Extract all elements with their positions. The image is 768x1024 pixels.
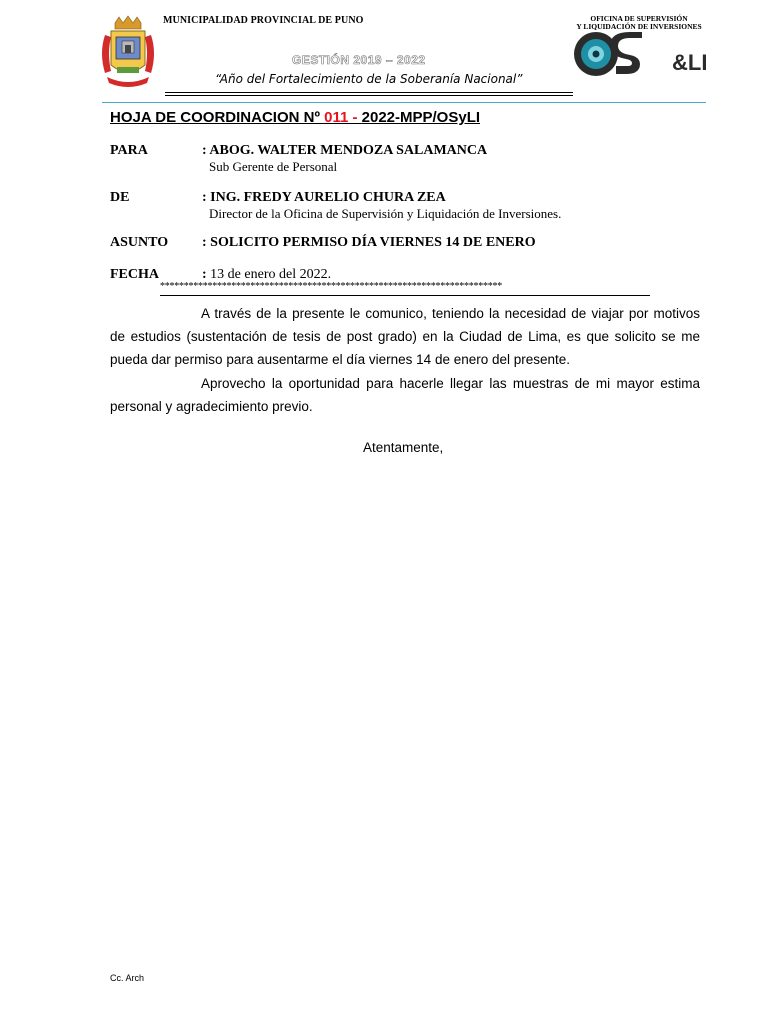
para-subtitle: Sub Gerente de Personal: [209, 159, 338, 174]
header-rule-top: [165, 92, 573, 93]
management-period: GESTIÓN 2019 – 2022: [292, 53, 426, 67]
fecha-label: FECHA: [110, 267, 159, 282]
title-suffix: 2022-MPP/OSyLI: [361, 109, 481, 126]
closing-salutation: Atentamente,: [363, 440, 444, 455]
de-label: DE: [110, 190, 130, 205]
title-prefix: HOJA DE COORDINACION Nº: [110, 109, 325, 126]
logo-suffix: &LI: [672, 50, 708, 75]
body-paragraph-2-text: Aprovecho la oportunidad para hacerle llegar las muestras de mi mayor estima personal y agradecimiento previo.: [110, 376, 700, 414]
body-paragraph-2: [110, 372, 700, 418]
body-paragraph-1-text: A través de la presente le comunico, teniendo la necesidad de viajar por motivos de estudios (sustentación de tesis de post grado) en la Ciudad de Lima, es que solicito se me pueda dar permiso para ausentarme el día viernes 14 de enero del presente.: [110, 306, 700, 367]
para-label: PARA: [110, 143, 148, 158]
separator-line: ************************************************************************: [160, 281, 650, 296]
office-name-line1: OFICINA DE SUPERVISIÓN: [590, 14, 688, 23]
title-number: 011 -: [324, 109, 362, 126]
municipal-crest-icon: [97, 13, 159, 93]
office-name-line2: Y LIQUIDACIÓN DE INVERSIONES: [576, 22, 702, 31]
fecha-date: 13 de enero del 2022.: [210, 267, 332, 282]
asunto-value: : SOLICITO PERMISO DÍA VIERNES 14 DE ENERO: [202, 235, 536, 250]
header-rule-bottom: [165, 95, 573, 96]
para-value: : ABOG. WALTER MENDOZA SALAMANCA: [202, 143, 488, 158]
year-motto: “Año del Fortalecimiento de la Soberanía Nacional”: [215, 72, 523, 86]
fecha-colon: :: [202, 267, 211, 282]
institution-name: MUNICIPALIDAD PROVINCIAL DE PUNO: [163, 15, 364, 26]
de-value: : ING. FREDY AURELIO CHURA ZEA: [202, 190, 446, 205]
body-paragraph-1: [110, 302, 700, 371]
carbon-copy-note: Cc. Arch: [110, 973, 145, 983]
office-name: [572, 15, 706, 31]
asunto-label: ASUNTO: [110, 235, 169, 250]
document-title: [110, 109, 480, 126]
header-divider: [102, 102, 706, 103]
de-subtitle: Director de la Oficina de Supervisión y Liquidación de Inversiones.: [209, 206, 562, 221]
